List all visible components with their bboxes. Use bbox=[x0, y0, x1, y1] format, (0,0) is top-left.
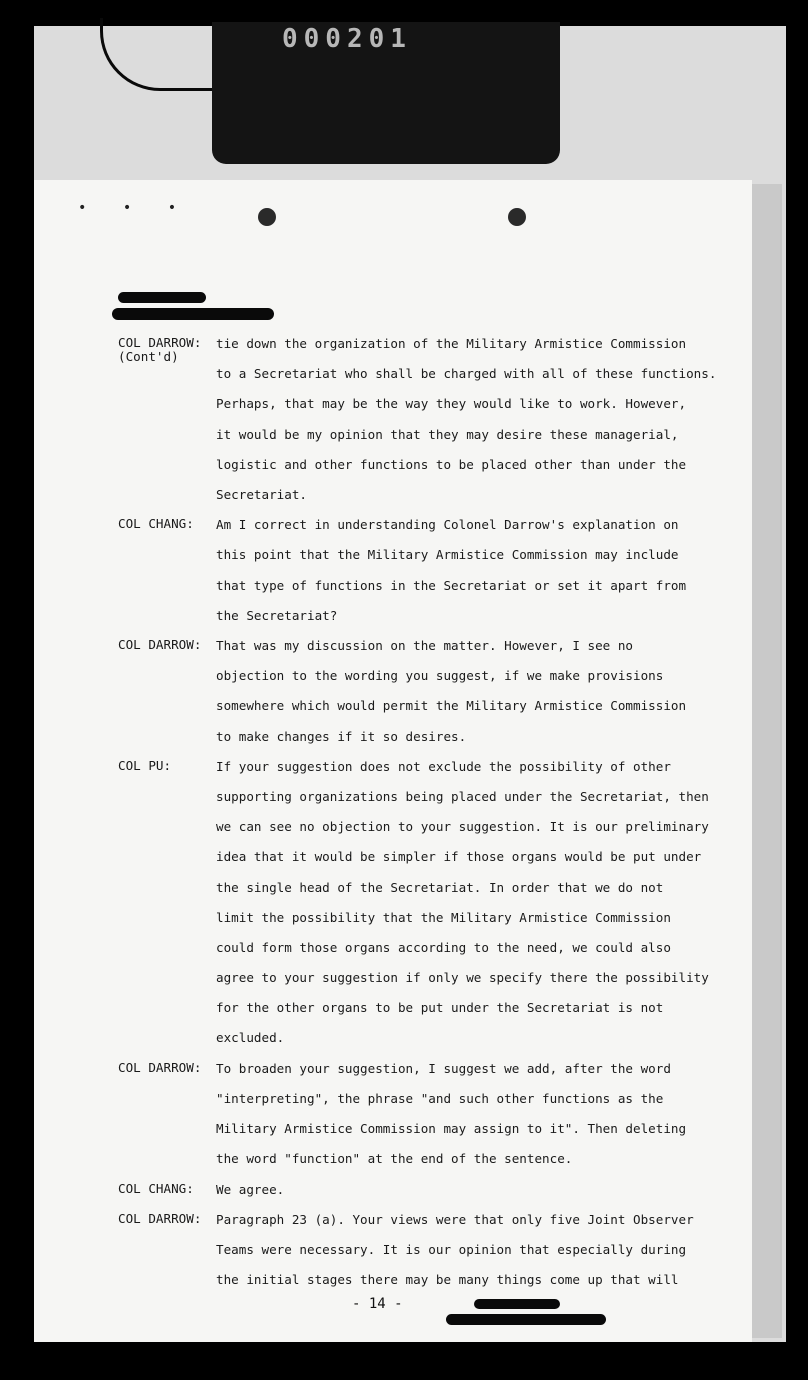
text-line: logistic and other functions to be placed other than under the bbox=[216, 456, 687, 472]
speech-text bbox=[216, 1182, 716, 1212]
text-line: limit the possibility that the Military Armistice Commission bbox=[216, 909, 671, 925]
speaker-label: COL PU: bbox=[118, 757, 172, 773]
text-line: Secretariat. bbox=[216, 486, 307, 502]
page-number: - 14 - bbox=[352, 1296, 403, 1312]
text-line: "interpreting", the phrase "and such other functions as the bbox=[216, 1090, 664, 1106]
text-line: to a Secretariat who shall be charged with all of these functions. bbox=[216, 366, 717, 382]
document-number-stamp: 000201 bbox=[282, 24, 412, 54]
text-line: somewhere which would permit the Military Armistice Commission bbox=[216, 698, 687, 714]
document-page bbox=[34, 180, 752, 1342]
binder-hole-left bbox=[258, 208, 276, 226]
text-line: we can see no objection to your suggestion. It is our preliminary bbox=[216, 819, 709, 835]
text-line: this point that the Military Armistice Commission may include bbox=[216, 547, 679, 563]
text-line: supporting organizations being placed under the Secretariat, then bbox=[216, 788, 709, 804]
speech-text bbox=[216, 1061, 716, 1182]
text-line: Paragraph 23 (a). Your views were that only five Joint Observer bbox=[216, 1211, 694, 1227]
text-line: Military Armistice Commission may assign to it". Then deleting bbox=[216, 1121, 687, 1137]
binder-hole-right bbox=[508, 208, 526, 226]
text-line: could form those organs according to the need, we could also bbox=[216, 939, 671, 955]
speaker-label: COL DARROW: bbox=[118, 1210, 202, 1226]
speaker-label: COL DARROW: bbox=[118, 637, 202, 652]
text-line: If your suggestion does not exclude the possibility of other bbox=[216, 758, 671, 774]
punch-marks: • • • bbox=[78, 200, 191, 216]
speaker-label: COL CHANG: bbox=[118, 516, 194, 532]
speech-text bbox=[216, 336, 716, 517]
text-line: the initial stages there may be many things come up that will bbox=[216, 1272, 679, 1288]
speech-text bbox=[216, 759, 716, 1061]
text-line: objection to the wording you suggest, if we make provisions bbox=[216, 668, 664, 684]
speech-text bbox=[216, 517, 716, 638]
text-line: Am I correct in understanding Colonel Darrow's explanation on bbox=[216, 517, 679, 533]
text-line: excluded. bbox=[216, 1030, 285, 1046]
speaker-label: COL CHANG: bbox=[118, 1180, 194, 1196]
text-line: Teams were necessary. It is our opinion that especially during bbox=[216, 1241, 687, 1257]
text-line: the single head of the Secretariat. In order that we do not bbox=[216, 879, 664, 895]
text-line: tie down the organization of the Military Armistice Commission bbox=[216, 336, 687, 351]
text-line: to make changes if it so desires. bbox=[216, 728, 467, 744]
speaker-label: COL DARROW: bbox=[118, 1059, 202, 1075]
redaction-bar bbox=[112, 308, 274, 320]
text-line: that type of functions in the Secretariat or set it apart from bbox=[216, 577, 687, 593]
text-line: the word "function" at the end of the sentence. bbox=[216, 1151, 573, 1167]
text-line: it would be my opinion that they may desire these managerial, bbox=[216, 426, 679, 442]
redaction-bar bbox=[474, 1299, 560, 1309]
text-line: agree to your suggestion if only we specify there the possibility bbox=[216, 970, 709, 986]
redaction-bar bbox=[118, 292, 206, 303]
text-line: We agree. bbox=[216, 1181, 285, 1197]
speaker-label: COL DARROW: (Cont'd) bbox=[118, 335, 202, 364]
speech-text bbox=[216, 1212, 716, 1303]
speech-text bbox=[216, 638, 716, 759]
text-line: for the other organs to be put under the Secretariat is not bbox=[216, 1000, 664, 1016]
page-edge bbox=[752, 184, 782, 1338]
text-line: idea that it would be simpler if those organs would be put under bbox=[216, 849, 702, 865]
text-line: To broaden your suggestion, I suggest we add, after the word bbox=[216, 1060, 671, 1076]
text-line: That was my discussion on the matter. However, I see no bbox=[216, 638, 634, 653]
text-line: Perhaps, that may be the way they would like to work. However, bbox=[216, 396, 687, 412]
classification-redaction bbox=[446, 1314, 606, 1325]
text-line: the Secretariat? bbox=[216, 607, 338, 623]
